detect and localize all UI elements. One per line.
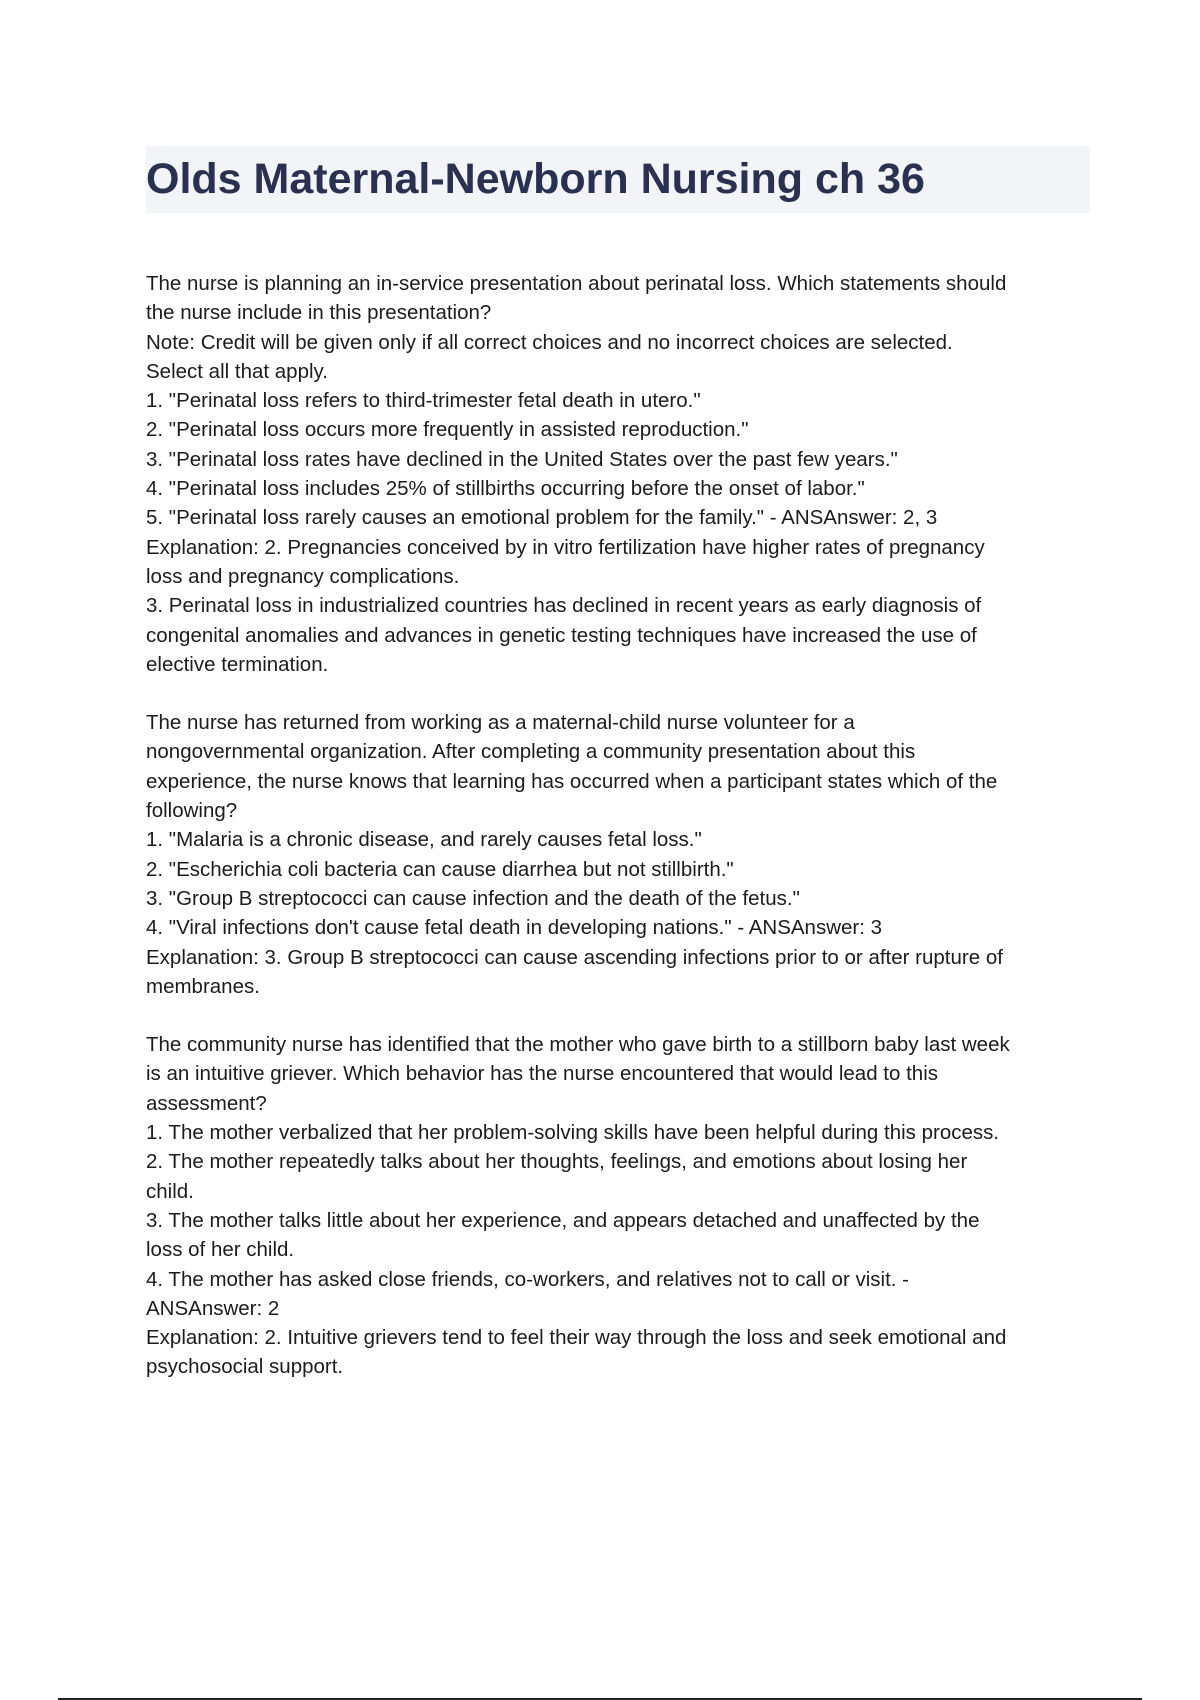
text-line: 5. "Perinatal loss rarely causes an emotional problem for the family." - ANSAnswer: 2, 3 xyxy=(146,506,938,530)
text-line: 2. The mother repeatedly talks about her thoughts, feelings, and emotions about losing her xyxy=(146,1150,968,1174)
text-line: 3. "Perinatal loss rates have declined in the United States over the past few years." xyxy=(146,447,898,471)
text-line: the nurse include in this presentation? xyxy=(146,301,492,325)
text-line: 3. The mother talks little about her experience, and appears detached and unaffected by the xyxy=(146,1208,980,1232)
text-line: 1. The mother verbalized that her problem-solving skills have been helpful during this process. xyxy=(146,1121,1000,1145)
title-band xyxy=(146,146,1090,213)
text-line: 4. "Viral infections don't cause fetal death in developing nations." - ANSAnswer: 3 xyxy=(146,916,883,940)
text-line: 3. Perinatal loss in industrialized countries has declined in recent years as early diagnosis of xyxy=(146,594,982,618)
text-line: psychosocial support. xyxy=(146,1355,344,1379)
text-line: loss and pregnancy complications. xyxy=(146,564,460,588)
question-block-1 xyxy=(146,269,1090,679)
text-line: Explanation: 3. Group B streptococci can cause ascending infections prior to or after rupture of xyxy=(146,945,1003,969)
text-line: Explanation: 2. Pregnancies conceived by in vitro fertilization have higher rates of pregnancy xyxy=(146,535,985,559)
text-line: 3. "Group B streptococci can cause infection and the death of the fetus." xyxy=(146,886,800,910)
question-block-3 xyxy=(146,1030,1090,1382)
text-line: The nurse has returned from working as a maternal-child nurse volunteer for a xyxy=(146,711,855,735)
text-line: 2. "Perinatal loss occurs more frequently in assisted reproduction." xyxy=(146,418,749,442)
text-line: 4. The mother has asked close friends, co-workers, and relatives not to call or visit. - xyxy=(146,1267,910,1291)
text-line: nongovernmental organization. After completing a community presentation about this xyxy=(146,740,916,764)
text-line: 1. "Perinatal loss refers to third-trimester fetal death in utero." xyxy=(146,389,701,413)
text-line: The nurse is planning an in-service presentation about perinatal loss. Which statements should xyxy=(146,272,1007,295)
text-line: elective termination. xyxy=(146,652,329,676)
text-line: The community nurse has identified that the mother who gave birth to a stillborn baby last week xyxy=(146,1033,1010,1057)
text-line: loss of her child. xyxy=(146,1238,295,1262)
text-line: Select all that apply. xyxy=(146,359,328,383)
text-line: 4. "Perinatal loss includes 25% of stillbirths occurring before the onset of labor." xyxy=(146,477,865,501)
text-line: assessment? xyxy=(146,1091,267,1115)
text-line: 1. "Malaria is a chronic disease, and rarely causes fetal loss." xyxy=(146,828,702,852)
text-line: 2. "Escherichia coli bacteria can cause diarrhea but not stillbirth." xyxy=(146,857,734,881)
page-title: Olds Maternal-Newborn Nursing ch 36 xyxy=(146,155,925,203)
question-block-2 xyxy=(146,708,1090,1001)
text-line: experience, the nurse knows that learning has occurred when a participant states which of the xyxy=(146,769,998,793)
text-line: Explanation: 2. Intuitive grievers tend to feel their way through the loss and seek emotional and xyxy=(146,1326,1007,1350)
text-line: membranes. xyxy=(146,974,260,998)
text-line: ANSAnswer: 2 xyxy=(146,1296,280,1320)
text-line: Note: Credit will be given only if all correct choices and no incorrect choices are selected. xyxy=(146,330,953,354)
text-line: child. xyxy=(146,1179,194,1203)
text-line: congenital anomalies and advances in genetic testing techniques have increased the use of xyxy=(146,623,977,647)
text-line: following? xyxy=(146,799,238,823)
document-content xyxy=(146,269,1090,1411)
text-line: is an intuitive griever. Which behavior has the nurse encountered that would lead to this xyxy=(146,1062,938,1086)
